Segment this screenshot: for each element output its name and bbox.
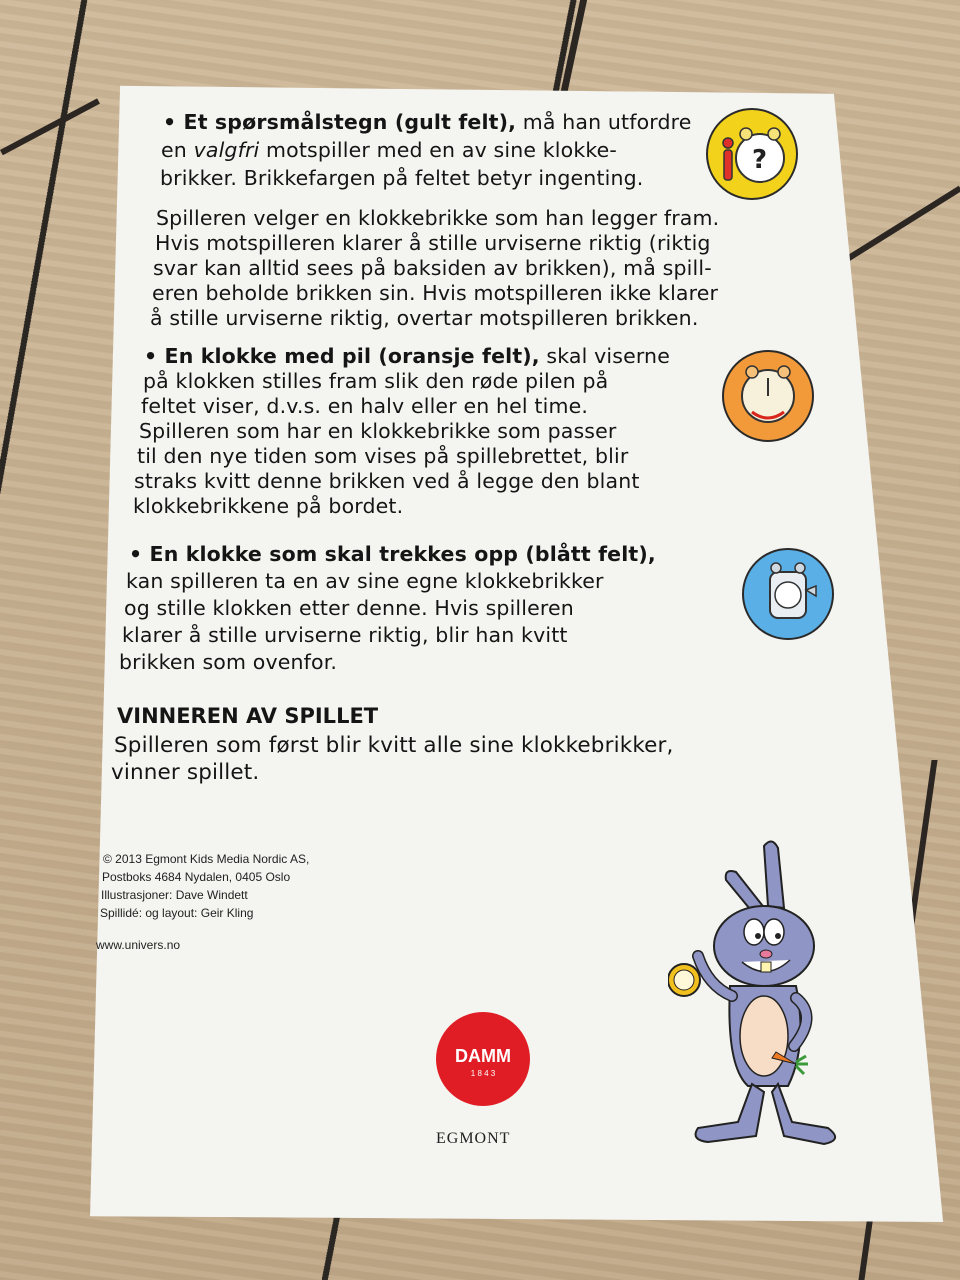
- arrow-line: klokkebrikkene på bordet.: [133, 494, 404, 518]
- question-para-line: svar kan alltid sees på baksiden av brikken), må spill-: [153, 256, 712, 280]
- question-para-line: å stille urviserne riktig, overtar motspilleren brikken.: [150, 306, 699, 330]
- credits-line: Illustrasjoner: Dave Windett: [101, 888, 248, 902]
- arrow-line: straks kvitt denne brikken ved å legge den blant: [134, 469, 640, 493]
- winner-line: Spilleren som først blir kvitt alle sine klokkebrikker,: [114, 733, 674, 758]
- question-para-line: eren beholde brikken sin. Hvis motspilleren ikke klarer: [152, 281, 719, 305]
- arrow-clock-icon: [724, 352, 812, 440]
- website-link[interactable]: www.univers.no: [96, 938, 181, 952]
- question-line-2: en valgfri motspiller med en av sine klokke-: [161, 138, 617, 162]
- arrow-clock-icon: [722, 350, 814, 442]
- arrow-line: til den nye tiden som vises på spillebrettet, blir: [137, 444, 629, 468]
- logo-name: DAMM: [455, 1046, 511, 1066]
- question-clock-icon: [706, 108, 798, 200]
- question-line-3: brikker. Brikkefargen på feltet betyr ingenting.: [160, 166, 644, 190]
- question-clock-icon: [708, 110, 796, 198]
- question-para-line: Hvis motspilleren klarer å stille urviserne riktig (riktig: [155, 231, 711, 255]
- question-line-1: • Et spørsmålstegn (gult felt), må han utfordre: [163, 110, 692, 134]
- wind-line: klarer å stille urviserne riktig, blir han kvitt: [122, 623, 568, 647]
- arrow-line: • En klokke med pil (oransje felt), skal viserne: [144, 344, 670, 368]
- wind-line: kan spilleren ta en av sine egne klokkebrikker: [126, 569, 604, 593]
- wind-line: • En klokke som skal trekkes opp (blått felt),: [129, 542, 656, 566]
- arrow-line: Spilleren som har en klokkebrikke som passer: [139, 419, 617, 443]
- publisher-name: EGMONT: [436, 1130, 511, 1147]
- wind-line: brikken som ovenfor.: [119, 650, 338, 674]
- damm-logo-mark: [436, 1012, 530, 1106]
- winner-line: vinner spillet.: [111, 760, 260, 785]
- credits-line: Postboks 4684 Nydalen, 0405 Oslo: [102, 870, 291, 884]
- wind-line: og stille klokken etter denne. Hvis spilleren: [124, 596, 574, 620]
- arrow-line: feltet viser, d.v.s. en halv eller en hel time.: [141, 394, 589, 418]
- credits-line: Spillidé: og layout: Geir Kling: [100, 906, 254, 920]
- arrow-line: på klokken stilles fram slik den røde pilen på: [143, 369, 609, 393]
- question-para-line: Spilleren velger en klokkebrikke som han legger fram.: [156, 206, 720, 230]
- wind-up-clock-icon: [742, 548, 834, 640]
- rabbit-with-clock-icon: [668, 836, 868, 1156]
- logo-year: 1 8 4 3: [470, 1069, 496, 1078]
- svg-text:?: ?: [752, 145, 768, 175]
- damm-logo: [436, 1012, 530, 1106]
- credits-line: © 2013 Egmont Kids Media Nordic AS,: [103, 852, 310, 866]
- wind-up-clock-icon: [744, 550, 832, 638]
- winner-heading: VINNEREN AV SPILLET: [117, 704, 379, 728]
